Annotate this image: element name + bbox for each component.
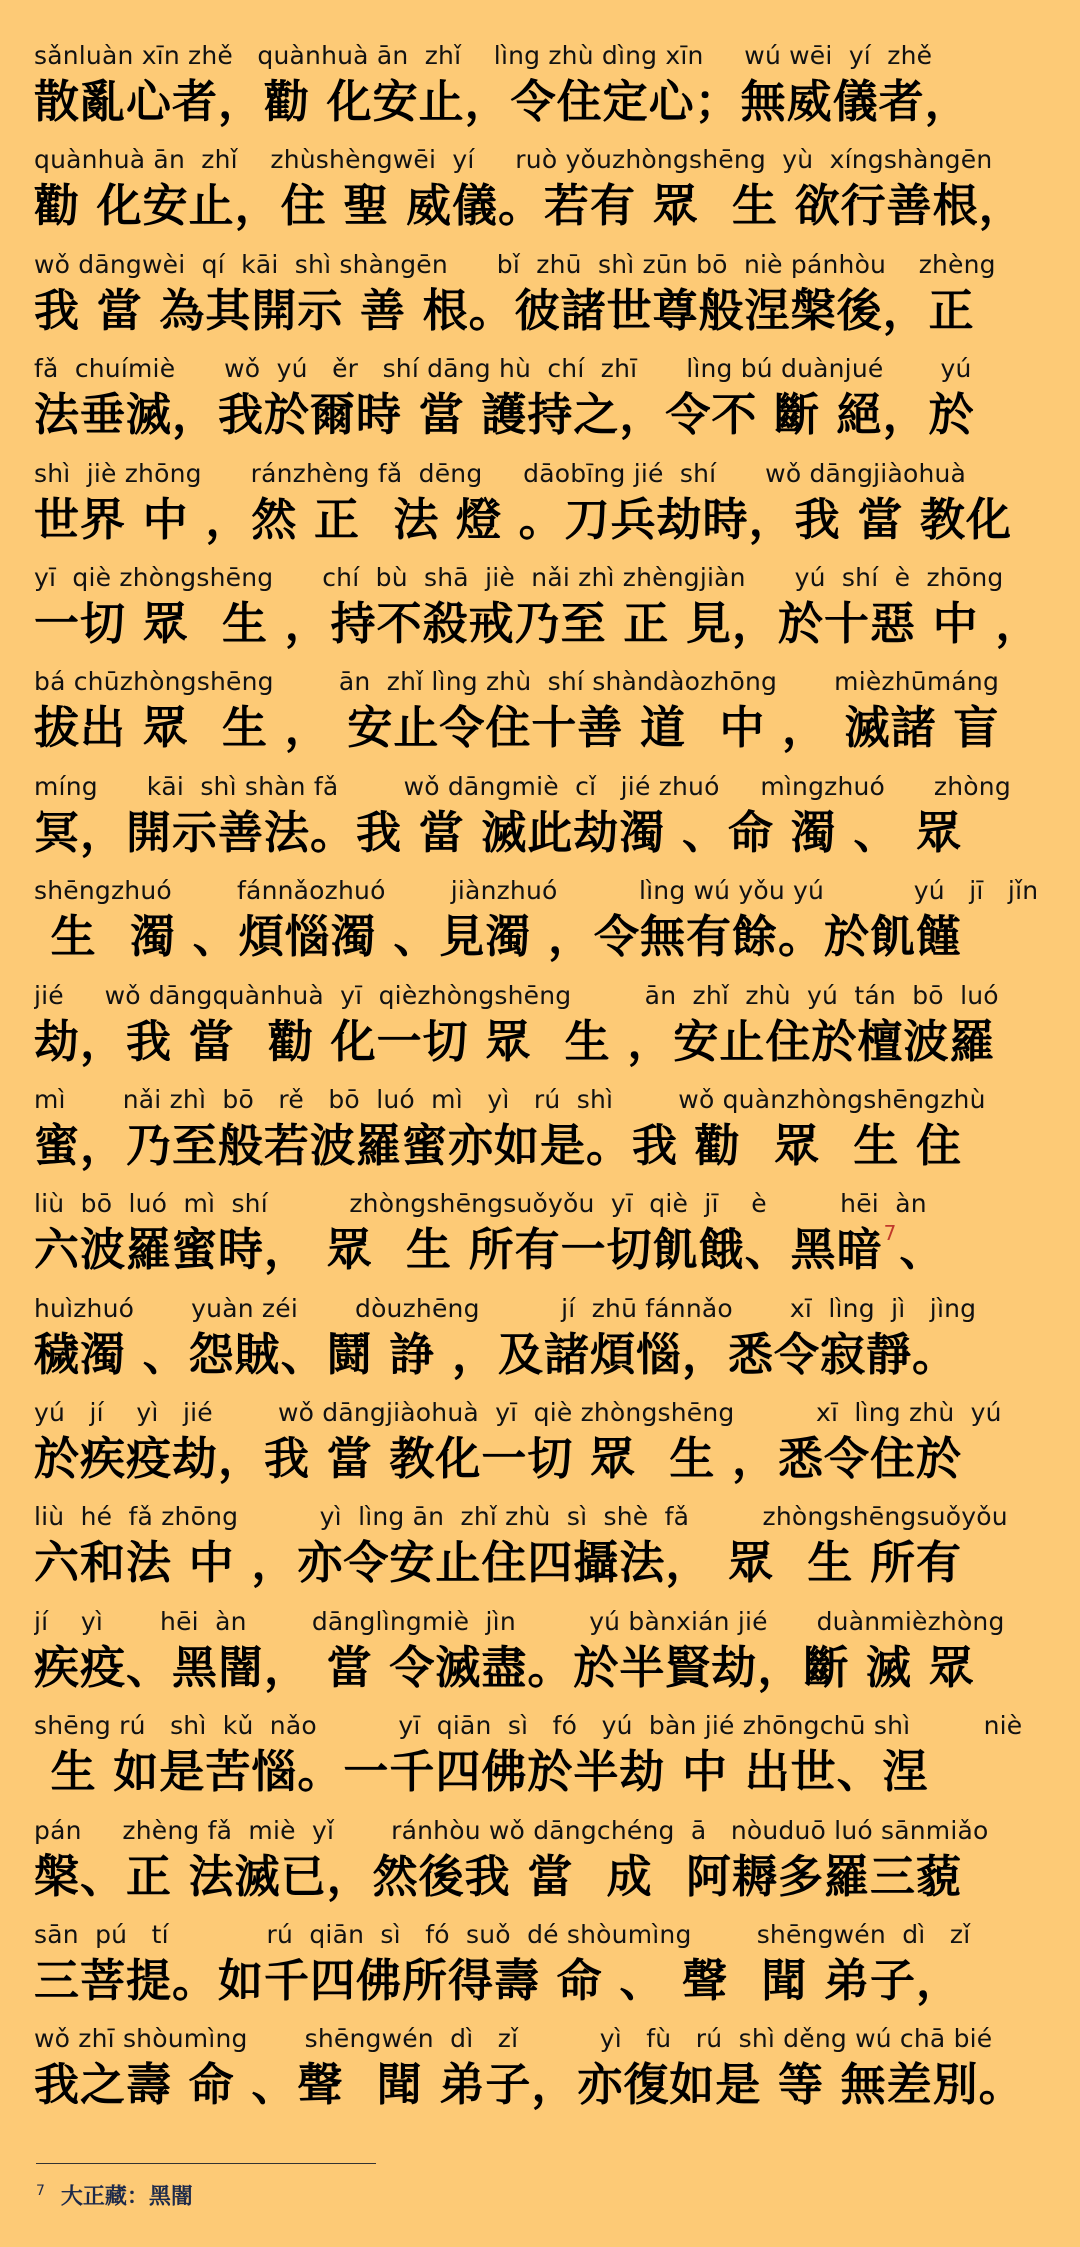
hanzi-line: 勸 化安止，住 聖 威儀。若有 眾 生 欲行善根， — [34, 179, 1025, 233]
pinyin-line: quànhuà ān zhǐ zhùshèngwēi yí ruò yǒuzhòngshēng yù xíngshàngēn — [34, 145, 993, 175]
footnote-reference[interactable]: 7 — [883, 1221, 898, 1246]
verse-line — [34, 1813, 1052, 1917]
hanzi-line: 散亂心者，勸 化安止，令住定心；無威儀者， — [34, 75, 971, 128]
footnote — [36, 2176, 193, 2212]
verse-line — [34, 1082, 1052, 1186]
pinyin-line: wǒ dāngwèi qí kāi shì shàngēn bǐ zhū shì zūn bō niè pánhòu zhèng — [34, 249, 996, 279]
pinyin-line: liù bō luó mì shí zhòngshēngsuǒyǒu yī qiè jī è hēi àn — [34, 1189, 927, 1219]
hanzi-line: 世界 中 ，然 正 法 燈 。刀兵劫時，我 當 教化 — [34, 492, 1012, 546]
hanzi-line: 蜜，乃至般若波羅蜜亦如是。我 勸 眾 生 住 — [34, 1118, 963, 1172]
pinyin-line: wǒ zhī shòumìng shēngwén dì zǐ yì fù rú shì děng wú chā bié — [34, 2024, 993, 2054]
pinyin-line: míng kāi shì shàn fǎ wǒ dāngmiè cǐ jié zhuó mìngzhuó zhòng — [34, 771, 1011, 801]
pinyin-line: huìzhuó yuàn zéi dòuzhēng jí zhū fánnǎo xī lìng jì jìng — [34, 1293, 977, 1323]
verse-line — [34, 351, 1052, 455]
verse-line — [34, 142, 1052, 246]
hanzi-line: 六和法 中 ，亦令安止住四攝法， 眾 生 所有 — [34, 1536, 963, 1590]
hanzi-line — [34, 1218, 1052, 1282]
hanzi-text: 六波羅蜜時， 眾 生 所有一切飢餓、黑暗 — [34, 1223, 883, 1277]
pinyin-line: pán zhèng fǎ miè yǐ ránhòu wǒ dāngchéng ā nòuduō luó sānmiǎo — [34, 1815, 989, 1845]
pinyin-line: shēng rú shì kǔ nǎo yī qiān sì fó yú bàn jié zhōngchū shì niè — [34, 1711, 1023, 1741]
verse-line — [34, 1499, 1052, 1603]
verse-line — [34, 978, 1052, 1082]
pinyin-line: sǎnluàn xīn zhě quànhuà ān zhǐ lìng zhù dìng xīn wú wēi yí zhě — [34, 41, 933, 70]
pinyin-line: bá chūzhòngshēng ān zhǐ lìng zhù shí shàndàozhōng mièzhūmáng — [34, 667, 1000, 697]
hanzi-tail: 、 — [899, 1223, 946, 1277]
hanzi-line: 法垂滅，我於爾時 當 護持之，令不 斷 絕，於 — [34, 388, 975, 442]
pinyin-line: jié wǒ dāngquànhuà yī qièzhòngshēng ān zhǐ zhù yú tán bō luó — [34, 980, 999, 1010]
pinyin-line: shēngzhuó fánnǎozhuó jiànzhuó lìng wú yǒu yú yú jī jǐn — [34, 876, 1039, 906]
verse-line — [34, 1291, 1052, 1395]
hanzi-line: 一切 眾 生 ，持不殺戒乃至 正 見，於十惡 中 ， — [34, 596, 1042, 650]
pinyin-line: mì nǎi zhì bō rě bō luó mì yì rú shì wǒ quànzhòngshēngzhù — [34, 1084, 986, 1114]
verse-line — [34, 2021, 1052, 2125]
verse-text — [34, 38, 1052, 2126]
hanzi-line: 我之壽 命 、聲 聞 弟子，亦復如是 等 無差別。 — [34, 2058, 1025, 2112]
pinyin-line: yú jí yì jié wǒ dāngjiàohuà yī qiè zhòngshēng xī lìng zhù yú — [34, 1398, 1002, 1428]
verse-line — [34, 560, 1052, 664]
verse-line — [34, 1395, 1052, 1499]
verse-line — [34, 456, 1052, 560]
footnote-divider — [36, 2163, 376, 2164]
verse-line — [34, 1604, 1052, 1708]
pinyin-line: yī qiè zhòngshēng chí bù shā jiè nǎi zhì zhèngjiàn yú shí è zhōng — [34, 562, 1004, 592]
hanzi-line: 劫，我 當 勸 化一切 眾 生 ，安止住於檀波羅 — [34, 1014, 996, 1068]
verse-line — [34, 1708, 1052, 1812]
hanzi-line: 三菩提。如千四佛所得壽 命 、 聲 聞 弟子， — [34, 1954, 963, 2008]
pinyin-line: fǎ chuímiè wǒ yú ěr shí dāng hù chí zhī lìng bú duànjué yú — [34, 354, 972, 384]
hanzi-line: 我 當 為其開示 善 根。彼諸世尊般涅槃後，正 — [34, 283, 975, 337]
hanzi-line: 疾疫、黑闇， 當 令滅盡。於半賢劫，斷 滅 眾 — [34, 1640, 975, 1694]
pinyin-line: sān pú tí rú qiān sì fó suǒ dé shòumìng shēngwén dì zǐ — [34, 1920, 971, 1950]
hanzi-line: 冥，開示善法。我 當 滅此劫濁 、命 濁 、 眾 — [34, 805, 963, 859]
verse-line — [34, 769, 1052, 873]
hanzi-line: 生 濁 、煩惱濁 、見濁 ，令無有餘。於飢饉 — [34, 910, 963, 964]
verse-line — [34, 1186, 1052, 1290]
hanzi-line: 槃、正 法滅已，然後我 當 成 阿耨多羅三藐 — [34, 1849, 963, 1903]
hanzi-line: 穢濁 、怨賊、鬪 諍 ，及諸煩惱，悉令寂靜。 — [34, 1327, 959, 1381]
verse-line — [34, 1917, 1052, 2021]
pinyin-line: liù hé fǎ zhōng yì lìng ān zhǐ zhù sì shè fǎ zhòngshēngsuǒyǒu — [34, 1502, 1008, 1532]
pinyin-line: jí yì hēi àn dānglìngmiè jìn yú bànxián jié duànmièzhòng — [34, 1606, 1005, 1636]
verse-line — [34, 247, 1052, 351]
hanzi-line: 拔出 眾 生 ， 安止令住十善 道 中 ， 滅諸 盲 — [34, 701, 1000, 755]
pinyin-line: shì jiè zhōng ránzhèng fǎ dēng dāobīng jié shí wǒ dāngjiàohuà — [34, 458, 967, 488]
hanzi-line: 於疾疫劫，我 當 教化一切 眾 生 ，悉令住於 — [34, 1432, 963, 1486]
footnote-number: 7 — [36, 2183, 45, 2199]
verse-line — [34, 38, 1052, 142]
footnote-text: 大正藏：黑闇 — [60, 2184, 193, 2210]
verse-line — [34, 873, 1052, 977]
verse-line — [34, 664, 1052, 768]
hanzi-line: 生 如是苦惱。一千四佛於半劫 中 出世、涅 — [34, 1745, 929, 1799]
